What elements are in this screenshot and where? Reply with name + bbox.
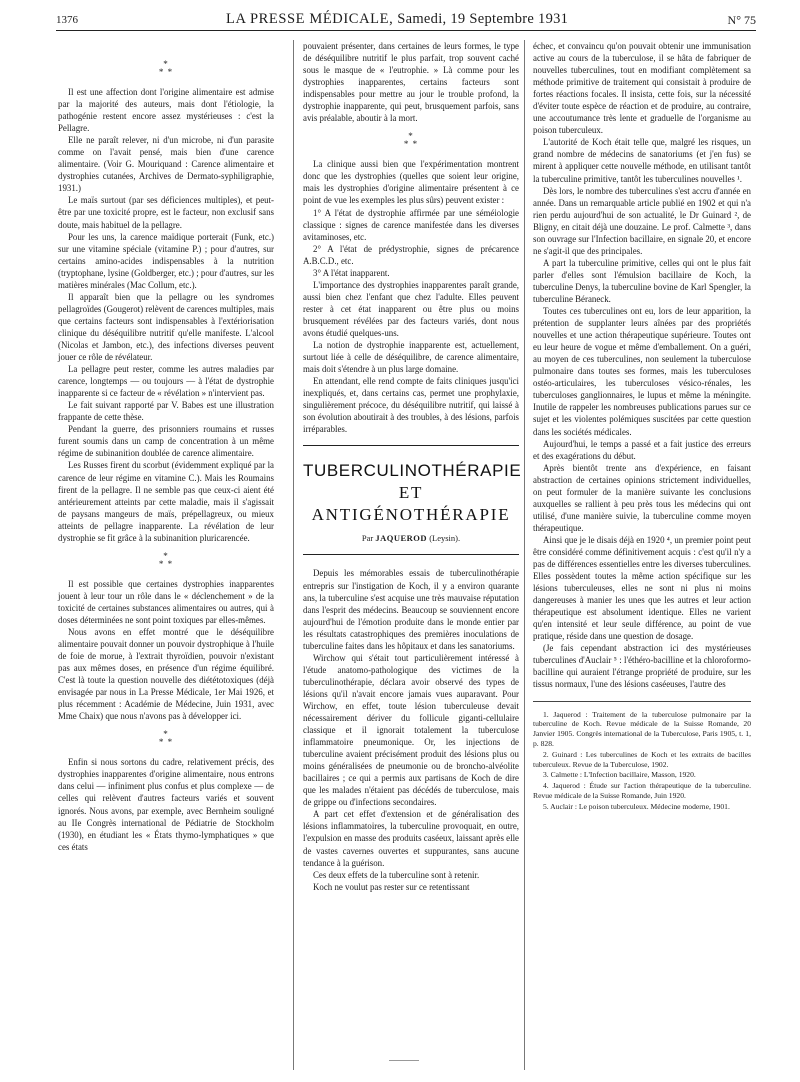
page-number: 1376 (56, 14, 78, 26)
byline: Par JAQUEROD (Leysin). (361, 533, 461, 544)
paragraph: Depuis les mémorables essais de tuberculinothérapie entrepris sur l'instigation de Koch, il y a environ quarante ans, la tuberculine s'est acquise une très mauvaise réputation dans l'esprit des médecins. Beaucoup se souviennent encore aujourd'hui de l'émotion produite dans le monde entier par les résultats catastrophiques des premières inoculations de tuberculine faites dans les hôpitaux et dans les sanatoriums. (303, 568, 519, 651)
paragraph: Les Russes firent du scorbut (évidemment expliqué par la carence de leur régime en vitamine C.). Mais les Roumains firent de la pellagre. Il ne semble pas que ceux-ci aient été antérieurement atteints par cette maladie, mais il s'agissait de paysans mangeurs de maïs, prépellagreux, ou mieux atteints de pellagre inapparente. La révélation de leur dystrophie se fit grâce à la subinanition pluricarencée. (58, 460, 274, 543)
footnote: 4. Jaquerod : Étude sur l'action thérapeutique de la tuberculine. Revue médicale de la Suisse Romande, Juin 1920. (533, 781, 751, 800)
paragraph: Aujourd'hui, le temps a passé et a fait justice des erreurs et des exagérations du début. (533, 438, 751, 461)
paragraph: En attendant, elle rend compte de faits cliniques jusqu'ici inexpliqués, et, dans certains cas, permet une prophylaxie, singulièrement précoce, du déséquilibre nutritif, qui laissé à son évolution aboutirait à des troubles, à des lésions, parfois irréparables. (303, 376, 519, 435)
paragraph: Après bientôt trente ans d'expérience, en faisant abstraction de certaines opinions strictement individuelles, on peut formuler de la manière suivante les conclusions auxquelles se rallient à peu près tous les médecins qui ont utilisé, d'une manière suivie, la tuberculine comme moyen thérapeutique. (533, 462, 751, 533)
paragraph: La notion de dystrophie inapparente est, actuellement, surtout liée à celle de déséquilibre, de carence alimentaire, mais doit s'étendre à un plus large domaine. (303, 340, 519, 375)
issue-date: Samedi, 19 Septembre 1931 (397, 11, 569, 27)
footer-rule (389, 1060, 419, 1061)
paragraph: échec, et convaincu qu'on pouvait obtenir une immunisation active au cours de la tuberculose, il se hâta de fabriquer de nouvelles tuberculines, tout en modifiant complètement sa méthode primitive de traitement qui consistait à produire de fortes réactions focales. Il insista, cette fois, sur la nécessité d'éviter toute espèce de réaction et de produire, au contraire, une accoutumance très lente et graduelle de l'organisme au poison tuberculeux. (533, 41, 751, 136)
paragraph: A part cet effet d'extension et de généralisation des lésions inflammatoires, la tuberculine provoquait, en outre, l'expulsion en masse des produits caséeux, laissant après elle de vastes cavernes ouvertes et suppurantes, sans aucune tendance à la guérison. (303, 809, 519, 868)
paragraph: Wirchow qui s'était tout particulièrement intéressé à l'étude anatomo-pathologique des victimes de la tuberculinothérapie, déclara avoir observé des types de lésions qu'il n'avait encore jamais vues auparavant. Pour Wirchow, en effet, toute lésion tuberculeuse devait nécessairement dériver du follicule giganti-cellulaire classique et il ignorait totalement la tuberculose inflammatoire pneumonique. Or, les injections de tuberculine avaient précisément produit des lésions plus ou moins généralisées de pneumonie ou de broncho-alvéolite bacillaires ; ce qui a permis aux partisans de Koch de dire que les malades n'étaient pas décédés de tuberculose, mais de grippe ou d'infections secondaires. (303, 652, 519, 808)
paragraph: Il est une affection dont l'origine alimentaire est admise par la majorité des auteurs, mais dont l'étiologie, la pathogénie restent encore assez mystérieuses : c'est la Pellagre. (58, 87, 274, 134)
article-subtitle: ET ANTIGÉNOTHÉRAPIE (311, 483, 511, 525)
footnote: 3. Calmette : L'Infection bacillaire, Masson, 1920. (543, 770, 696, 780)
section-separator: * * * (403, 131, 419, 150)
section-separator: * * * (158, 59, 174, 77)
page-header (56, 10, 756, 31)
paragraph: Nous avons en effet montré que le déséquilibre alimentaire pouvait donner un pouvoir dystrophique à l'huile de foie de morue, à l'extrait thyroïdien, pouvoir n'existant pas aux mêmes doses, en présence d'un régime équilibré. C'est là toute la question nouvelle des diététotoxiques (déjà envisagée par nous in La Presse Médicale, 1er Mai 1926, et plus récemment : Académie de Médecine, Juin 1931, avec Mme Chaix) que nous n'avons pas à développer ici. (58, 626, 274, 722)
paragraph: Pour les uns, la carence maïdique porterait (Funk, etc.) sur une vitamine spéciale (vitamine P.) ; pour d'autres, sur certains amino-acides indispensables à la nutrition (tryptophane, lysine (Goldberger, etc.) ; pour d'autres, sur les matières minérales (Mac Collum, etc.). (58, 231, 274, 290)
paragraph: Toutes ces tuberculines ont eu, lors de leur apparition, la prétention de supplanter leurs aînées par des propriétés nouvelles et une action thérapeutique supérieure. Toutes ont eu leur heure de vogue et même d'emballement. On a guéri, au moyen de ces tuberculines, non seulement la tuberculose pulmonaire dans toutes ses formes, mais les tuberculoses ostéo-articulaires, les tuberculoses vésico-rénales, les tuberculoses ganglionnaires, le lupus et même la méningite. Inutile de rappeler les nombreuses publications parues sur ce sujet et les violentes polémiques suscitées par cette question dans les sociétés médicales. (533, 306, 751, 437)
running-title (226, 10, 568, 28)
list-item: 2° A l'état de prédystrophie, signes de précarence A.B.C.D., etc. (303, 243, 519, 266)
article-title-block (303, 445, 522, 555)
list-item: 3° A l'état inapparent. (313, 267, 390, 278)
footnote: 1. Jaquerod : Traitement de la tuberculose pulmonaire par la tuberculine de Koch. Revue médicale de la Suisse Romande, 20 Janvier 1905. Congrès international de la Tuberculose, Paris 1905, t. 1, p. 828. (533, 709, 751, 748)
column-2 (303, 40, 522, 893)
paragraph: Ainsi que je le disais déjà en 1920 ⁴, un premier point peut être considéré comme définitivement acquis : c'est qu'il n'y a pas de différences essentielles entre les diverses tuberculines. Elles possèdent toutes la même action spécifique sur les lésions tuberculeuses, elles ne sont ni plus ni moins dangereuses à manier les unes que les autres et leur action thérapeutique est absolument identique. Elles ne varient qu'en intensité et leur seule différence, au point de vue pratique, réside dans une question de dosage. (533, 534, 751, 642)
section-separator: * * * (158, 550, 174, 569)
paragraph: pouvaient présenter, dans certaines de leurs formes, le type de déséquilibre nutritif le plus parfait, trop souvent caché sous le masque de « l'eutrophie. » Là comme pour les dystrophies inapparentes, certains facteurs sont indispensables pour mettre au jour le trouble profond, la dystrophie inapparente, qui peut, brusquement parfois, sans avis préalable, aboutir à la mort. (303, 41, 519, 124)
paragraph: Elle ne paraît relever, ni d'un microbe, ni d'un parasite comme on l'avait pensé, mais bien d'une carence alimentaire. (Voir G. Mouriquand : Carence alimentaire et dystrophies cutanées, Archives de Dermato-syphiligraphie, 1931.) (58, 135, 274, 194)
author-name: JAQUEROD (375, 533, 428, 544)
paragraph: (Je fais cependant abstraction ici des mystérieuses tuberculines d'Auclair ⁵ : l'éthéro-bacilline et la chloroformo-bacilline qui auraient l'étrange propriété de produire, sur les tissus normaux, l'une des lésions caséeuses, l'autre des (533, 643, 751, 690)
column-1 (58, 40, 274, 853)
section-separator: * * * (158, 729, 174, 748)
column-divider (293, 40, 294, 1070)
paragraph: Le fait suivant rapporté par V. Babes est une illustration frappante de cette thèse. (58, 400, 274, 423)
footnote: 5. Auclair : Le poison tuberculeux. Médecine moderne, 1901. (543, 801, 730, 811)
paragraph: Enfin si nous sortons du cadre, relativement précis, des dystrophies inapparentes d'origine alimentaire, nous entrons dans celui — infiniment plus confus et plus complexe — de celles qui relèvent d'autres facteurs variés et souvent ignorés. Nous avons, par exemple, avec Bernheim souligné au IIe Congrès international de Pédiatrie de Stockholm (1930), en étudiant les « États thymo-lymphatiques » que ces états (58, 757, 274, 852)
issue-number: N° 75 (727, 13, 756, 27)
column-3 (533, 40, 751, 813)
paragraph: Pendant la guerre, des prisonniers roumains et russes furent soumis dans un camp de concentration à un même régime de subinanition doublée de carence alimentaire. (58, 424, 274, 459)
paragraph: La clinique aussi bien que l'expérimentation montrent donc que les dystrophies (quelles que soient leur origine, mais les dystrophies d'origine alimentaire présentent à ce point de vue les exemples les plus sûrs) peuvent exister : (303, 159, 519, 206)
paragraph: Il est possible que certaines dystrophies inapparentes jouent à leur tour un rôle dans le « déclenchement » de la toxicité de certaines substances alimentaires ou autres, qui à doses déterminées ne sont point toxiques par elles-mêmes. (58, 578, 274, 625)
list-item: 1° A l'état de dystrophie affirmée par une séméiologie classique : signes de carence manifestée dans les diverses avitaminoses, etc. (303, 207, 519, 242)
paragraph: Il apparaît bien que la pellagre ou les syndromes pellagroïdes (Gougerot) relèvent de carences multiples, mais que certains facteurs sont indispensables à l'extériorisation clinique du déséquilibre nutritif qu'elle manifeste. L'alcool (Nicolas et Jambon, etc.), des infections diverses peuvent jouer ce rôle de révélateur. (58, 291, 274, 363)
footnote: 2. Guinard : Les tuberculines de Koch et les extraits de bacilles tuberculeux. Revue de la Tuberculose, 1902. (533, 749, 751, 769)
column-divider (524, 40, 525, 1070)
paragraph: Ces deux effets de la tuberculine sont à retenir. (313, 869, 480, 880)
paragraph: Le maïs surtout (par ses déficiences multiples), et peut-être par une toxicité propre, est le facteur, non exclusif sans doute, mais habituel de la pellagre. (58, 195, 274, 230)
paragraph: L'importance des dystrophies inapparentes paraît grande, aussi bien chez l'enfant que chez l'adulte. Elles peuvent rester à cet état inapparent ou être plus ou moins brusquement révélées par des facteurs variés, dont nous avons étudié quelques-uns. (303, 279, 519, 338)
paragraph: La pellagre peut rester, comme les autres maladies par carence, longtemps — ou toujours — à l'état de dystrophie inapparente si ce facteur de « révélation » n'intervient pas. (58, 364, 274, 399)
paragraph: L'autorité de Koch était telle que, malgré les risques, un grand nombre de médecins de sanatoriums (et j'en fus) se mirent à appliquer cette nouvelle méthode, en utilisant tantôt la tuberculine primitive, tantôt les tuberculines nouvelles ¹. (533, 137, 751, 184)
paragraph: Dès lors, le nombre des tuberculines s'est accru d'année en année. Dans un remarquable article publié en 1902 et qui n'a rien perdu aujourd'hui de son actualité, le Dr Guinard ², de Bligny, en citait déjà une douzaine. Le prof. Calmette ³, dans son ouvrage sur l'Infection bacillaire, en signale 20, et encore ne s'agit-il que des principales. (533, 185, 751, 256)
journal-name: LA PRESSE MÉDICALE, (226, 11, 394, 27)
footnotes (533, 701, 751, 812)
paragraph: Koch ne voulut pas rester sur ce retentissant (313, 881, 470, 892)
article-title: TUBERCULINOTHÉRAPIE (303, 461, 522, 481)
paragraph: A part la tuberculine primitive, celles qui ont le plus fait parler d'elles sont l'émulsion bacillaire de Koch, la tuberculine Denys, la tuberculine bovine de Karl Spengler, la tuberculine Béraneck. (533, 257, 751, 304)
